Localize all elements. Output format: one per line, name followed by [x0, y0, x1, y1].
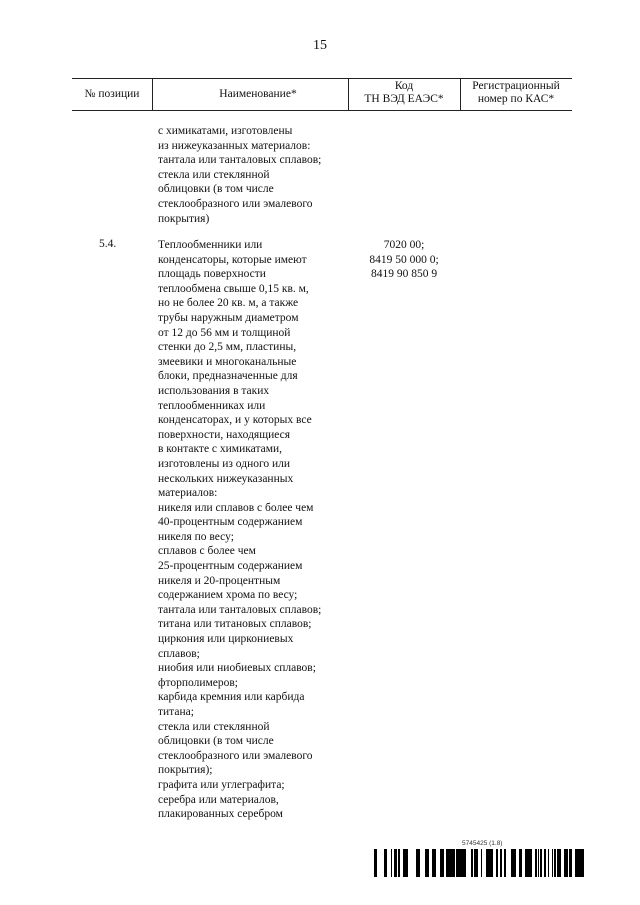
barcode-bar [538, 849, 539, 877]
barcode-bar [474, 849, 476, 877]
barcode-bar [398, 849, 399, 877]
barcode-bar [481, 849, 482, 877]
barcode-bar [449, 849, 452, 877]
barcode-bar [544, 849, 546, 877]
barcode-bar [564, 849, 566, 877]
header-code-line2: ТН ВЭД ЕАЭС* [364, 93, 444, 105]
barcode-bar [434, 849, 436, 877]
barcode-bar [504, 849, 506, 877]
barcode-icon [374, 849, 586, 877]
barcode-bar [464, 849, 466, 877]
barcode-bar [496, 849, 497, 877]
barcode-bar [476, 849, 478, 877]
barcode-bar [384, 849, 385, 877]
barcode-bar [581, 849, 584, 877]
barcode-bar [521, 849, 522, 877]
barcode-bar [394, 849, 396, 877]
barcode-bar [471, 849, 473, 877]
barcode-bar [428, 849, 429, 877]
barcode-bar [569, 849, 572, 877]
barcode-bar [489, 849, 491, 877]
barcode-bar [461, 849, 462, 877]
barcode-bar [446, 849, 449, 877]
barcode-bar [452, 849, 455, 877]
item-number: 5.4. [99, 238, 117, 250]
barcode-bar [443, 849, 444, 877]
header-reg-line2: номер по КАС* [477, 93, 555, 105]
barcode-bar [440, 849, 443, 877]
barcode-id: 5745425 (1.8) [462, 840, 503, 847]
header-top-rule [72, 78, 572, 79]
page-number: 15 [313, 38, 327, 53]
barcode-bar [540, 849, 542, 877]
barcode-bar [385, 849, 387, 877]
barcode-bar [580, 849, 581, 877]
header-bottom-rule [72, 110, 572, 111]
barcode-bar [463, 849, 464, 877]
barcode-bar [536, 849, 537, 877]
barcode-bar [406, 849, 408, 877]
header-reg-line1: Регистрационный [472, 80, 560, 92]
barcode-bar [403, 849, 406, 877]
barcode-bar [416, 849, 418, 877]
barcode-bar [491, 849, 493, 877]
barcode-bar [527, 849, 528, 877]
barcode-bar [487, 849, 489, 877]
barcode-bar [456, 849, 459, 877]
barcode-bar [529, 849, 532, 877]
header-position: № позиции [84, 88, 140, 100]
header-code [348, 80, 460, 106]
barcode-bar [418, 849, 420, 877]
barcode-bar [460, 849, 461, 877]
barcode-bar [519, 849, 521, 877]
barcode-bar [500, 849, 502, 877]
barcode-bar [554, 849, 556, 877]
item-description: Теплообменники или конденсаторы, которые имеют площадь поверхности теплообмена свыше 0,15 кв. м, но не более 20 кв. м, а также трубы наружным диаметром от 12 до 56 мм и толщиной стенки до 2,5 мм, пластины, змеевики и многоканальные блоки, предназначенные для использования в таких теплообменниках или конденсаторах, и у которых все поверхности, находящиеся в контакте с химикатами, изготовлены из одного или нескольких нижеуказанных материалов: никеля или сплавов с более чем 40-процентным содержанием никеля по весу; сплавов с более чем 25-процентным содержанием никеля и 20-процентным содержанием хрома по весу; тантала или танталовых сплавов; титана или титановых сплавов; циркония или циркониевых сплавов; ниобия или ниобиевых сплавов; фторполимеров; карбида кремния или карбида титана; стекла или стеклянной облицовки (в том числе стеклообразного или эмалевого покрытия); графита или углеграфита; серебра или материалов, плакированных серебром [158, 239, 322, 821]
barcode-bar [459, 849, 460, 877]
header-name: Наименование* [219, 88, 297, 100]
barcode-bar [511, 849, 513, 877]
barcode-bar [525, 849, 526, 877]
barcode-bar [577, 849, 580, 877]
item-codes: 7020 00; 8419 50 000 0; 8419 90 850 9 [369, 239, 439, 281]
header-code-line1: Код [394, 80, 414, 92]
barcode-bar [513, 849, 516, 877]
barcode-bar [486, 849, 487, 877]
barcode-bar [557, 849, 559, 877]
continuation-text: с химикатами, изготовлены из нижеуказанных материалов: тантала или танталовых сплавов; стекла или стеклянной облицовки (в том числе стеклообразного или эмалевого покрытия) [158, 125, 322, 225]
barcode-bar [399, 849, 400, 877]
barcode-bar [552, 849, 553, 877]
barcode-bar [374, 849, 377, 877]
header-reg [460, 80, 572, 106]
barcode-bar [528, 849, 529, 877]
barcode-bar [462, 849, 463, 877]
barcode-bar [566, 849, 567, 877]
barcode-bar [535, 849, 536, 877]
barcode-bar [432, 849, 434, 877]
barcode-bar [391, 849, 392, 877]
barcode-bar [425, 849, 428, 877]
barcode-bar [548, 849, 549, 877]
barcode-bar [526, 849, 527, 877]
barcode-bar [567, 849, 568, 877]
column-divider [152, 78, 153, 110]
barcode-bar [559, 849, 561, 877]
barcode-bar [396, 849, 397, 877]
barcode-bar [575, 849, 577, 877]
barcode-bar [497, 849, 498, 877]
